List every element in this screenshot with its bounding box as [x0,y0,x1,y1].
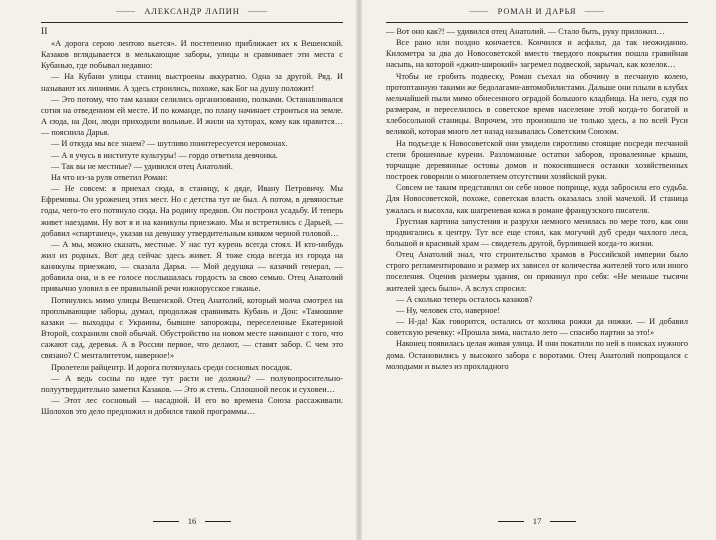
paragraph: — А я учусь в институте культуры! — гордо ответила девчонка. [51,150,278,160]
left-page [41,0,343,540]
right-running-head-text: РОМАН И ДАРЬЯ [497,6,577,16]
paragraph: На подъезде к Новосоветской они увидели сиротливо стоящие посреди песчаной степи брошенные курени. Разломанные остатки заборов, проваленные крыши, торчащие деревянные остовы домов и покосившиеся останки хозяйственных построек говорили о многолетнем отсутствии хозяйской руки. [386,138,688,182]
paragraph: — А сколько теперь осталось казаков? [396,294,533,304]
paragraph: Отец Анатолий знал, что строительство храмов в Российской империи было строго регламентировано и размер их зависел от количества жителей того или иного поселения. Оценив размеры здания, он прикинул про себя: «Не меньше тысячи жителей здесь было». А вслух спросил: [386,250,688,293]
paragraph: — И откуда мы все знаем? — шутливо поинтересуется иеромонах. [51,139,288,149]
paragraph: — Н-да! Как говорится, остались от козлика рожки да ножки. — И добавил советскую речевку: «Прошла зима, настало лето — спасибо партии за это!» [386,317,688,338]
folio-rule [205,521,231,522]
left-text-body [41,38,343,417]
paragraph: Наконец появилась целая живая улица. И они покатили по ней в поисках нужного дома. Остановились у высокого забора с воротами. Отец Анатолий попрощался с молодыми и вылез из прохладного [386,339,688,371]
right-page-number-text: 17 [532,516,542,526]
paragraph: Пролетели райцентр. И дорога потянулась среди сосновых посадок. [51,362,293,372]
book-gutter [356,0,362,540]
paragraph: — Это потому, что там казаки селились организованно, полками. Останавливался сотня на отведенном ей месте. И по команде, по плану начинает строиться на земле. А сюда, на Дон, люди приходили вольные. И жили на хуторах, кому как нравится… — пояснила Дарья. [41,94,343,138]
paragraph: Грустная картина запустения и разрухи немного менялась по мере того, как они продвигались к центру. Тут все еще стоял, как могучий дуб среди чахлого леса, большой и красивый храм — свидетель другой, бурлившей когда-то жизни. [386,216,688,248]
paragraph: «А дорога серою лентою вьется». И постепенно приближает их к Вешенской. Казаков вглядывается в мелькающие заборы, улицы и сравнивает эти места с Кубанью, где побывал недавно: [41,39,343,71]
continuation-paragraph: — Вот оно как?! — удивился отец Анатолий. — Стало быть, руку приложил… [386,27,665,36]
left-running-head [41,0,343,22]
left-page-number [41,516,343,526]
right-page-number [386,516,688,526]
chapter-number: II [41,26,48,37]
paragraph: Чтобы не гробить подвеску, Роман съехал на обочину в песчаную колею, протоптанную такими же бедолагами-автомобилистами. Дальше они плыли в клубах мельчайшей пыли мимо обнесенного оградой большого кладбища. На него, судя по размерам, и переселилось в советское время население этой когда-то богатой и хлебосольной станицы. Впрочем, это произошло не только здесь, а по всей Руси великой, которая много лет назад называлась Советским Союзом. [386,71,688,137]
ornament-icon: ⸻ [468,6,490,16]
folio-rule [153,521,179,522]
folio-rule [498,521,524,522]
right-page [386,0,688,540]
right-head-rule [386,22,688,23]
right-text-body [386,26,688,372]
left-page-number-text: 16 [187,516,197,526]
paragraph: — Так вы не местные? — удивился отец Анатолий. [51,161,233,171]
ornament-icon: ⸻ [247,6,269,16]
left-head-rule [41,22,343,23]
paragraph: — Не совсем: я приехал сюда, в станицу, к дяде, Ивану Петровичу. Мы Ефремовы. Он уроженец этих мест. Но с детства тут не был. А потом, в девяностые годы, чего-то его потянуло сюда. На родину предков. Он построил усадьбу. И теперь живет наездами. Ну вот я и на каникулы приезжаю. Мы и встретились с Дарьей, — добавил «спартанец», указав на девушку утвердительным кивком черной головой… [41,184,343,238]
paragraph: — На Кубани улицы станиц выстроены аккуратно. Одна за другой. Ряд. И называют их линиями. А здесь строились, похоже, как Бог на душу положит! [41,72,343,93]
paragraph: — Этот лес сосновый — насадной. И его во времена Союза рассаживали. Шолохов это дело предложил и добился такой программы… [41,396,343,417]
folio-rule [550,521,576,522]
right-running-head [386,0,688,22]
paragraph: — А ведь сосны по идее тут расти не должны? — полувопросительно-полуутвердительно заметил Казаков. — Это ж степь. Сплошной песок и суховеи… [41,373,343,394]
ornament-icon: ⸻ [584,6,606,16]
ornament-icon: ⸻ [115,6,137,16]
paragraph: — Ну, человек сто, наверное! [396,305,501,315]
paragraph: — А мы, можно сказать, местные. У нас тут курень всегда стоял. И кто-нибудь жил из родных. Вот дед сейчас здесь живет. Я тоже сюда всегда из города на каникулы приезжаю, — сказала Дарья. — Мой дедушка — казачий генерал, — добавила она, и в ее голосе послышалась гордость за свою семью. Отец Анатолий привычно уловил в ее правильной речи южнорусское гэканье. [41,239,343,294]
paragraph: Потянулись мимо улицы Вешенской. Отец Анатолий, который молча смотрел на проплывающие заборы, думал, продолжая сравнивать Кубань и Дон: «Тамошние казаки — выходцы с Украины, бывшие запорожцы, переселенные Екатериной Второй, сохранили свой обычай. Обустройство на новом месте начинают с того, что сажают сад, деревья. А в России первое, что делают, — ставят забор. С чем это связано? С менталитетом, наверное!» [41,295,343,361]
paragraph: На что из-за руля ответил Роман: [51,172,168,182]
left-running-head-text: АЛЕКСАНДР ЛАПИН [144,6,240,16]
paragraph: Совсем не таким представлял он себе новое поприще, куда забросила его судьба. Для Новосоветской, похоже, советская власть оказалась злой мачехой. И станица ужалась и высохла, как шагреневая кожа в романе французского писателя. [386,183,688,215]
paragraph: Все рано или поздно кончается. Кончился и асфальт, да так неожиданно. Километра за два до Новосоветской вместо твердого покрытия пошла гравийная насыпь, на которой «джип-шиpокий» загремел подвеской, зарычал, как козелок… [386,38,688,70]
